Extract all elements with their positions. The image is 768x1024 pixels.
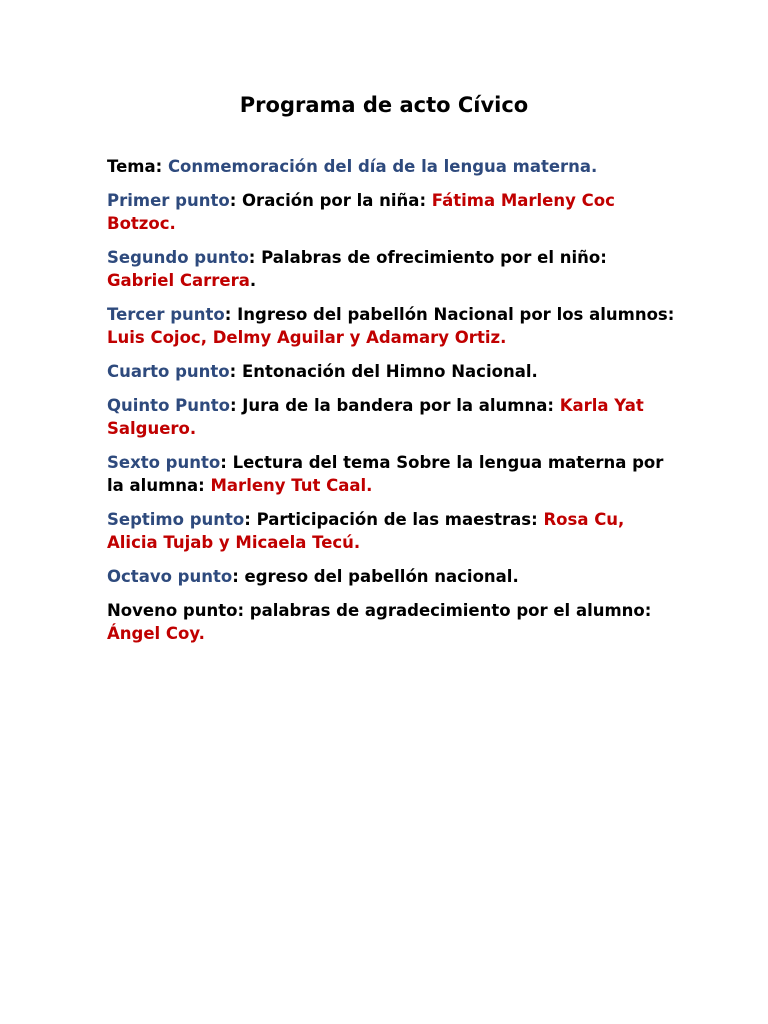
item-label: Segundo punto: [107, 248, 249, 267]
item-label: Sexto punto: [107, 453, 221, 472]
item-text: palabras de agradecimiento por el alumno:: [249, 601, 652, 620]
page-title: Programa de acto Cívico: [239, 93, 529, 117]
program-list: [107, 155, 677, 656]
item-name: Luis Cojoc, Delmy Aguilar y Adamary Ortiz.: [107, 328, 507, 347]
program-item-segundo-punto: [107, 246, 677, 292]
item-label: Septimo punto: [107, 510, 245, 529]
item-end: .: [249, 271, 257, 290]
item-text: Lectura del tema Sobre la lengua materna por la alumna:: [107, 453, 664, 495]
program-item-octavo-punto: [107, 565, 677, 588]
item-label: Noveno punto: [107, 601, 238, 620]
program-item-noveno-punto: [107, 599, 677, 645]
item-label: Quinto Punto: [107, 396, 230, 415]
item-text: Palabras de ofrecimiento por el niño:: [261, 248, 607, 267]
item-separator: :: [220, 453, 233, 472]
item-label: Octavo punto: [107, 567, 233, 586]
item-separator: :: [229, 396, 243, 415]
item-text: egreso del pabellón nacional.: [244, 567, 519, 586]
item-text: Jura de la bandera por la alumna:: [242, 396, 560, 415]
item-separator: :: [248, 248, 262, 267]
item-separator: :: [229, 362, 242, 381]
item-topic: Conmemoración del día de la lengua materna.: [167, 157, 598, 176]
program-item-primer-punto: [107, 189, 677, 235]
item-label: Primer punto: [107, 191, 230, 210]
item-name: Gabriel Carrera: [107, 271, 250, 290]
item-separator: :: [229, 191, 243, 210]
item-text: Oración por la niña:: [242, 191, 432, 210]
item-name: Karla Yat Salguero.: [107, 396, 644, 438]
item-separator: :: [244, 510, 257, 529]
item-name: Rosa Cu, Alicia Tujab y Micaela Tecú.: [107, 510, 625, 552]
item-label: Tema:: [107, 157, 163, 176]
item-text: Ingreso del pabellón Nacional por los alumnos:: [237, 305, 675, 324]
item-separator: :: [224, 305, 238, 324]
item-label: Cuarto punto: [107, 362, 230, 381]
program-item-tercer-punto: [107, 303, 677, 349]
item-name: Ángel Coy.: [107, 624, 205, 643]
item-text: Participación de las maestras:: [256, 510, 544, 529]
program-item-sexto-punto: [107, 451, 677, 497]
item-label: Tercer punto: [107, 305, 225, 324]
item-name: Fátima Marleny Coc Botzoc.: [107, 191, 615, 233]
program-item-septimo-punto: [107, 508, 677, 554]
item-separator: :: [237, 601, 250, 620]
program-item-quinto-punto: [107, 394, 677, 440]
item-name: Marleny Tut Caal.: [210, 476, 373, 495]
item-text: Entonación del Himno Nacional.: [241, 362, 538, 381]
program-item-cuarto-punto: [107, 360, 677, 383]
program-item-tema: [107, 155, 677, 178]
item-separator: :: [232, 567, 245, 586]
